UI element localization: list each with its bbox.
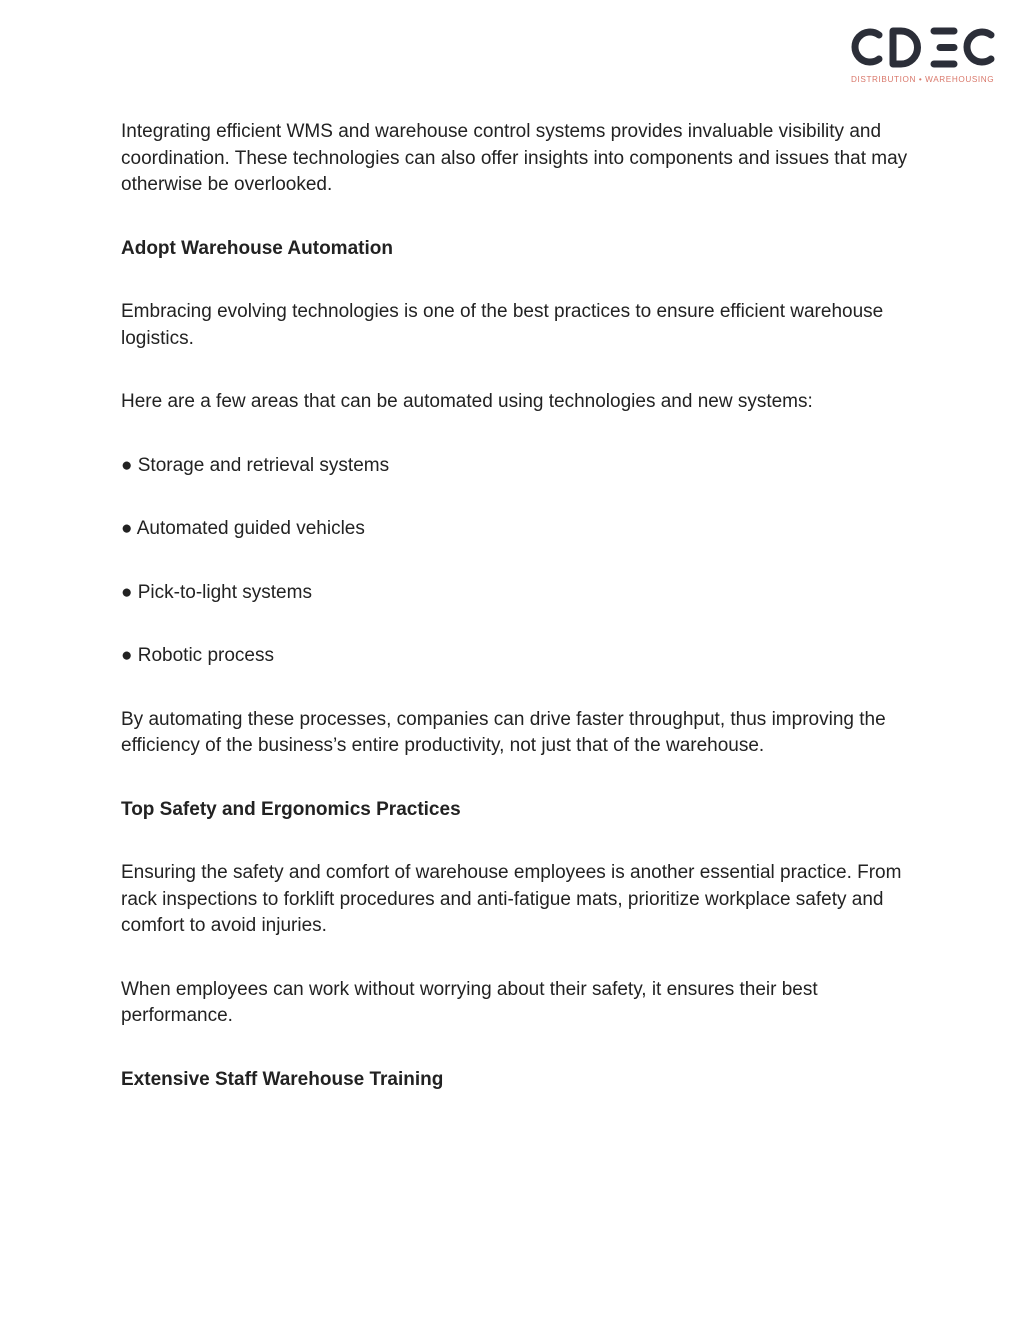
company-logo [846,22,1002,88]
list-item-robotic-process: ● Robotic process [121,645,274,666]
list-item-pick-to-light: ● Pick-to-light systems [121,581,312,603]
cdec-logo-graphic [846,22,1002,88]
paragraph-embracing-technologies: Embracing evolving technologies is one of the best practices to ensure efficient warehouse logistics. [121,301,884,349]
paragraph-automation-areas-intro: Here are a few areas that can be automated using technologies and new systems: [121,391,813,412]
heading-adopt-automation: Adopt Warehouse Automation [121,237,393,259]
list-item-storage-retrieval: ● Storage and retrieval systems [121,454,390,476]
heading-staff-training: Extensive Staff Warehouse Training [121,1068,444,1090]
heading-safety-ergonomics: Top Safety and Ergonomics Practices [121,798,461,820]
paragraph-automation-benefits: By automating these processes, companies can drive faster throughput, thus improving the efficiency of the business’s entire productivity, not just that of the warehouse. [121,708,886,756]
logo-tagline: DISTRIBUTION • WAREHOUSING [851,75,995,84]
document-body [121,119,911,1130]
paragraph-wms-integration: Integrating efficient WMS and warehouse control systems provides invaluable visibility and coordination. These technologies can also offer insights into components and issues that may otherwise be overlooked. [121,121,908,195]
list-item-guided-vehicles: ● Automated guided vehicles [121,518,365,539]
paragraph-safety-comfort: Ensuring the safety and comfort of warehouse employees is another essential practice. From rack inspections to forklift procedures and anti-fatigue mats, prioritize workplace safety and comfort to avoid injuries. [121,862,902,936]
paragraph-employee-performance: When employees can work without worrying about their safety, it ensures their best performance. [121,978,818,1026]
